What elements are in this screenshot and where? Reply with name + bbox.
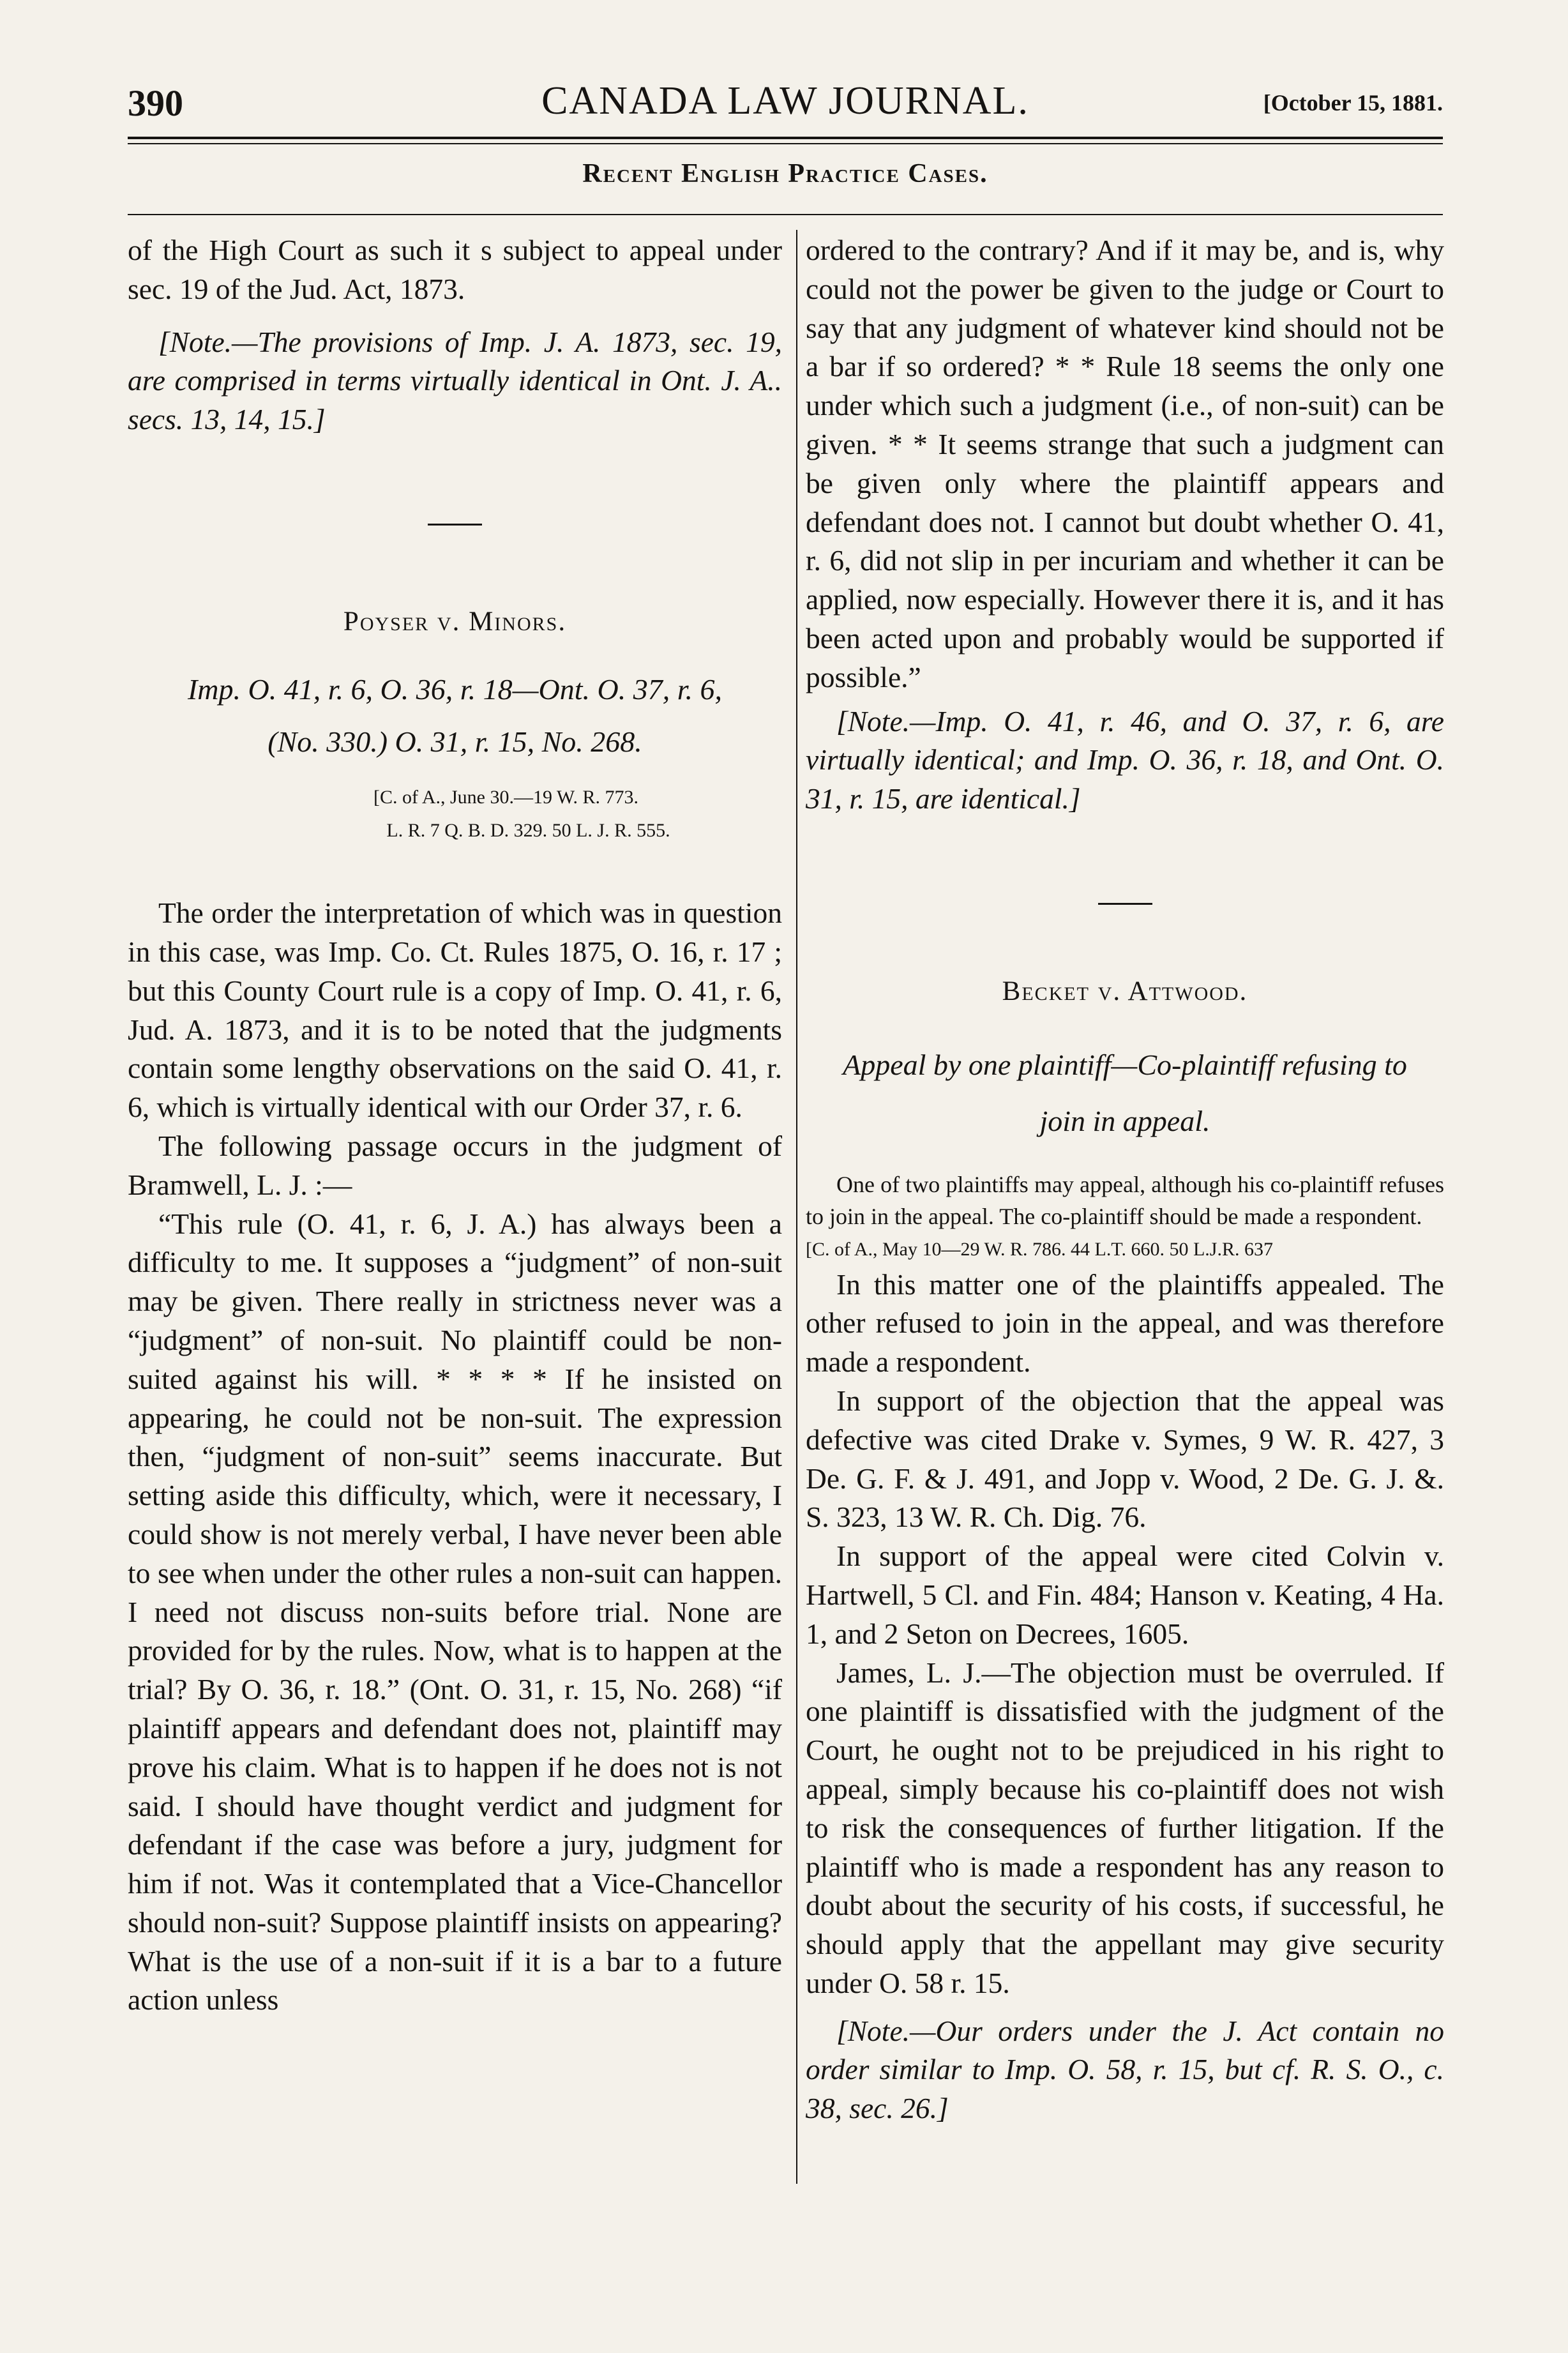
section-separator [128, 503, 782, 542]
quoted-judgment-continued: ordered to the contrary? And if it may be, and is, why could not the power be given to the judge or Court to say that any judgment of whatever kind should not be a bar if so ordered? * * Rule 18 seems the only one under which such a judgment (i.e., of non-suit) can be given. * * It seems strange that such a judgment can be given only where the plaintiff appears and defendant does not. I cannot but doubt whether O. 41, r. 6, did not slip in per incuriam and whether it can be applied, now especially. However there it is, and it has been acted upon and probably would be supported if possible.” [806, 234, 1444, 693]
right-column [806, 231, 1444, 2128]
header-rule-top [128, 137, 1443, 139]
body-paragraph: In this matter one of the plaintiffs appealed. The other refused to join in the appeal, and was therefore made a respondent. [806, 1267, 1444, 1379]
body-paragraph: The order the interpretation of which was in question in this case, was Imp. Co. Ct. Rules 1875, O. 16, r. 17 ; but this County Court rule is a copy of Imp. O. 41, r. 6, Jud. A. 1873, and it is to be noted that the judgments contain some lengthy observations on the said O. 41, r. 6, which is virtually identical with our Order 37, r. 6. [128, 897, 782, 1124]
editor-note: [Note.—The provisions of Imp. J. A. 1873, sec. 19, are comprised in terms virtually identical in Ont. J. A.. secs. 13, 14, 15.] [128, 325, 782, 436]
page-number: 390 [128, 82, 183, 124]
body-paragraph: In support of the objection that the appeal was defective was cited Drake v. Symes, 9 W. R. 427, 3 De. G. F. & J. 491, and Jopp v. Wood, 2 De. G. J. &. S. 323, 13 W. R. Ch. Dig. 76. [806, 1384, 1444, 1534]
editor-note: [Note.—Imp. O. 41, r. 46, and O. 37, r. 6, are virtually identical; and Imp. O. 36, r. 18, and Ont. O. 31, r. 15, are identical.] [806, 704, 1444, 815]
header-rule-second [128, 143, 1443, 144]
case-summary: One of two plaintiffs may appeal, although his co-plaintiff refuses to join in the appeal. The co-plaintiff should be made a respondent. [806, 1171, 1444, 1229]
column-divider [796, 230, 797, 2184]
order-citation-line-2: (No. 330.) O. 31, r. 15, No. 268. [268, 725, 642, 759]
report-citation: [C. of A., May 10—29 W. R. 786. 44 L.T. 660. 50 L.J.R. 637 [806, 1238, 1273, 1260]
case-title: Poyser v. Minors. [343, 606, 567, 637]
section-separator [806, 882, 1444, 921]
body-paragraph: The following passage occurs in the judgment of Bramwell, L. J. :— [128, 1129, 782, 1201]
report-citation-line-1: [C. of A., June 30.—19 W. R. 773. [373, 787, 639, 808]
body-paragraph: In support of the appeal were cited Colvin v. Hartwell, 5 Cl. and Fin. 484; Hanson v. Keating, 4 Ha. 1, and 2 Seton on Decrees, 1605. [806, 1540, 1444, 1650]
report-citation-line-2: L. R. 7 Q. B. D. 329. 50 L. J. R. 555. [386, 820, 670, 842]
issue-date: [October 15, 1881. [1263, 90, 1443, 116]
intro-paragraph: of the High Court as such it s subject to appeal under sec. 19 of the Jud. Act, 1873. [128, 234, 782, 305]
section-rule [128, 214, 1443, 215]
quoted-judgment: “This rule (O. 41, r. 6, J. A.) has always been a difficulty to me. It supposes a “judgment” of non-suit may be given. There really in strictness never was a “judgment” of non-suit. No plaintiff could be non-suited against his will. * * * * If he insisted on appearing, he could not be non-suit. The expression then, “judgment of non-suit” seems inaccurate. But setting aside this difficulty, which, were it necessary, I could show is not merely verbal, I have never been able to see when under the other rules a non-suit can happen. I need not discuss non-suits before trial. None are provided for by the rules. Now, what is to happen at the trial? By O. 36, r. 18.” (Ont. O. 31, r. 15, No. 268) “if plaintiff appears and defendant does not, plaintiff may prove his claim. What is to happen if he does not is not said. I should have thought verdict and judgment for defendant if the case was before a jury, judgment for him if not. Was it contemplated that a Vice-Chancellor should non-suit? Suppose plaintiff insists on appearing? What is the use of a non-suit if it is a bar to a future action unless [128, 1207, 782, 2016]
page-header [128, 75, 1443, 136]
headnote-line-2: join in appeal. [1039, 1104, 1210, 1137]
editor-note: [Note.—Our orders under the J. Act contain no order similar to Imp. O. 58, r. 15, but cf. R. S. O., c. 38, sec. 26.] [806, 2014, 1444, 2125]
headnote-line-1: Appeal by one plaintiff—Co-plaintiff refusing to [843, 1048, 1407, 1081]
left-column [128, 231, 782, 2020]
order-citation-line-1: Imp. O. 41, r. 6, O. 36, r. 18—Ont. O. 37, r. 6, [187, 672, 722, 706]
section-title: Recent English Practice Cases. [582, 159, 988, 188]
journal-title: CANADA LAW JOURNAL. [541, 79, 1029, 123]
case-title: Becket v. Attwood. [1002, 976, 1248, 1006]
judgment-paragraph: James, L. J.—The objection must be overruled. If one plaintiff is dissatisfied with the judgment of the Court, he ought not to be prejudiced in his right to appeal, simply because his co-plaintiff does not wish to risk the consequences of further litigation. If the plaintiff who is made a respondent has any reason to doubt about the security of his costs, if successful, he should apply that the appellant may give security under O. 58 r. 15. [806, 1656, 1444, 1999]
